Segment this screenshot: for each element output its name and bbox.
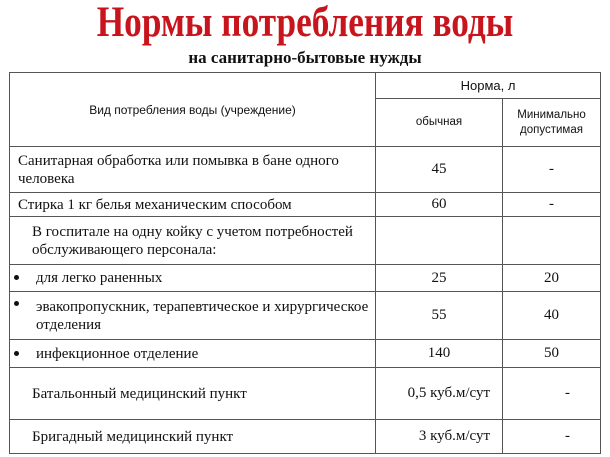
- row-label: Стирка 1 кг белья механическим способом: [10, 193, 376, 217]
- table-row: [10, 340, 601, 368]
- page-subtitle: на санитарно-бытовые нужды: [188, 48, 422, 67]
- row-min-value: -: [503, 147, 601, 193]
- row-label: инфекционное отделение: [10, 340, 376, 368]
- row-usual-value: 0,5 куб.м/сут: [376, 368, 503, 420]
- row-min-value: 20: [503, 265, 601, 292]
- table-row: [10, 265, 601, 292]
- row-label: эвакопропускник, терапевтическое и хирургическое отделения: [10, 292, 376, 340]
- header-min-label: Минимально допустимая: [517, 108, 586, 136]
- table-row: [10, 368, 601, 420]
- header-usual-label: обычная: [415, 116, 463, 128]
- header-usual-cell: [376, 99, 503, 147]
- header-type-label: Вид потребления воды (учреждение): [89, 102, 296, 117]
- table-row: [10, 292, 601, 340]
- row-label: для легко раненных: [10, 265, 376, 292]
- page-title: Нормы потребления воды: [96, 0, 514, 46]
- row-usual-value: 25: [376, 265, 503, 292]
- row-usual-value: 55: [376, 292, 503, 340]
- header-norm-label: Норма, л: [460, 78, 516, 93]
- row-min-value: [503, 217, 601, 265]
- table-row: [10, 147, 601, 193]
- row-min-value: -: [503, 193, 601, 217]
- header-type-cell: [10, 73, 376, 147]
- row-label: Бригадный медицинский пункт: [10, 420, 376, 454]
- row-min-value: -: [503, 420, 601, 454]
- row-usual-value: 45: [376, 147, 503, 193]
- row-usual-value: 140: [376, 340, 503, 368]
- row-usual-value: [376, 217, 503, 265]
- row-min-value: 50: [503, 340, 601, 368]
- bullet-icon: [14, 301, 19, 306]
- row-min-value: 40: [503, 292, 601, 340]
- row-label: Санитарная обработка или помывка в бане одного человека: [10, 147, 376, 193]
- header-row-1: [10, 73, 601, 99]
- row-usual-value: 60: [376, 193, 503, 217]
- row-label: В госпитале на одну койку с учетом потребностей обслуживающего персонала:: [10, 217, 376, 265]
- row-label: Батальонный медицинский пункт: [10, 368, 376, 420]
- header-norm-cell: [376, 73, 601, 99]
- row-min-value: -: [503, 368, 601, 420]
- bullet-icon: [14, 275, 19, 280]
- table-row: [10, 217, 601, 265]
- table-row: [10, 193, 601, 217]
- bullet-icon: [14, 351, 19, 356]
- water-norms-table: [9, 72, 601, 454]
- header-min-cell: [503, 99, 601, 147]
- table-row: [10, 420, 601, 454]
- row-usual-value: 3 куб.м/сут: [376, 420, 503, 454]
